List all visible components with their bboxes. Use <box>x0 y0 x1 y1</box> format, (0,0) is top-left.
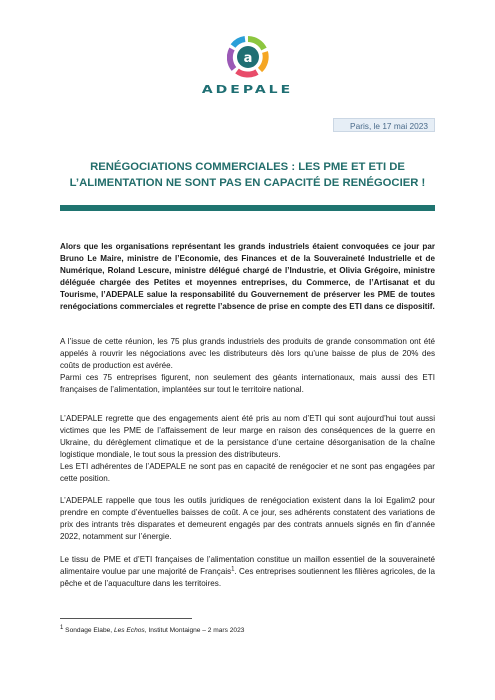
logo-wordmark: ADEPALE <box>201 83 294 97</box>
footnote-separator <box>60 618 192 619</box>
paragraph-2 <box>60 413 435 485</box>
headline-divider <box>60 205 435 211</box>
paragraph-1b: Parmi ces 75 entreprises figurent, non seulement des géants internationaux, mais aussi des ETI françaises de l’alimentation, implantées sur tout le territoire national. <box>60 373 435 394</box>
paragraph-2b: Les ETI adhérentes de l’ADEPALE ne sont pas en capacité de renégocier et ne sont pas engagées par cette position. <box>60 462 435 483</box>
paragraph-1 <box>60 336 435 396</box>
footnote-source: Les Echos <box>113 627 145 634</box>
paragraph-4-part-2: . Ces entreprises soutiennent les filières agricoles, de la pêche et de l’aquaculture dans les territoires. <box>60 567 435 588</box>
footnote-text-a: Sondage Elabe, <box>63 627 114 634</box>
paragraph-3 <box>60 495 435 543</box>
paragraph-4 <box>60 554 435 590</box>
paragraph-4-text <box>60 554 435 590</box>
intro-paragraph <box>60 241 435 313</box>
footnote-text-b: , Institut Montaigne – 2 mars 2023 <box>144 627 245 634</box>
headline-line-2: L’ALIMENTATION NE SONT PAS EN CAPACITÉ DE RENÉGOCIER ! <box>69 177 426 189</box>
paragraph-2a: L’ADEPALE regrette que des engagements aient été pris au nom d’ETI qui sont aujourd’hui tout aussi victimes que les PME de l’affaissement de leur marge en raison des conséquences de la guerre en Ukraine, du dérèglement climatique et de la persistance d’une certaine désorganisation de la chaîne logistique mondiale, le tout sous la pression des distributeurs. <box>60 414 435 459</box>
paragraph-1a: A l’issue de cette réunion, les 75 plus grands industriels des produits de grande consommation ont été appelés à rouvrir les négociations avec les distributeurs dès lors qu’une baisse de plus de 20% des coûts de production est avérée. <box>60 337 435 370</box>
paragraph-4-part-1: Le tissu de PME et d’ETI françaises de l’alimentation constitue un maillon essentiel de la souveraineté alimentaire voulue par une majorité de Français <box>60 555 435 576</box>
headline-line-1: RENÉGOCIATIONS COMMERCIALES : LES PME ET ETI DE <box>90 161 405 173</box>
intro-text: Alors que les organisations représentant les grands industriels étaient convoquées ce jour par Bruno Le Maire, ministre de l’Economie, des Finances et de la Souveraineté Industrielle et de Numérique, Roland Lescure, ministre délégué chargé de l’Industrie, et Olivia Grégoire, ministre déléguée chargée des Petites et moyennes entreprises, du Commerce, de l’Artisanat et du Tourisme, l’ADEPALE salue la responsabilité du Gouvernement de préserver les PME de toutes renégociations commerciales et regrette l’absence de prise en compte des ETI dans ce dispositif. <box>60 242 435 311</box>
date-label: Paris, le 17 mai 2023 <box>333 118 435 132</box>
footnote <box>60 624 245 634</box>
headline <box>60 159 435 191</box>
adepale-logo-icon <box>227 36 269 78</box>
adepale-logo <box>0 36 495 98</box>
paragraph-3-text: L’ADEPALE rappelle que tous les outils juridiques de renégociation existent dans la loi Egalim2 pour prendre en compte d’éventuelles baisses de coût. A ce jour, ses adhérents constatent des variations de prix des intrants très disparates et demeurent engagés par des contrats annuels signés en fin d’année 2022, notamment sur l’énergie. <box>60 496 435 541</box>
footnote-ref[interactable]: 1 <box>231 566 235 573</box>
logo-mark: a <box>243 51 252 66</box>
footnote-number: 1 <box>60 624 64 631</box>
